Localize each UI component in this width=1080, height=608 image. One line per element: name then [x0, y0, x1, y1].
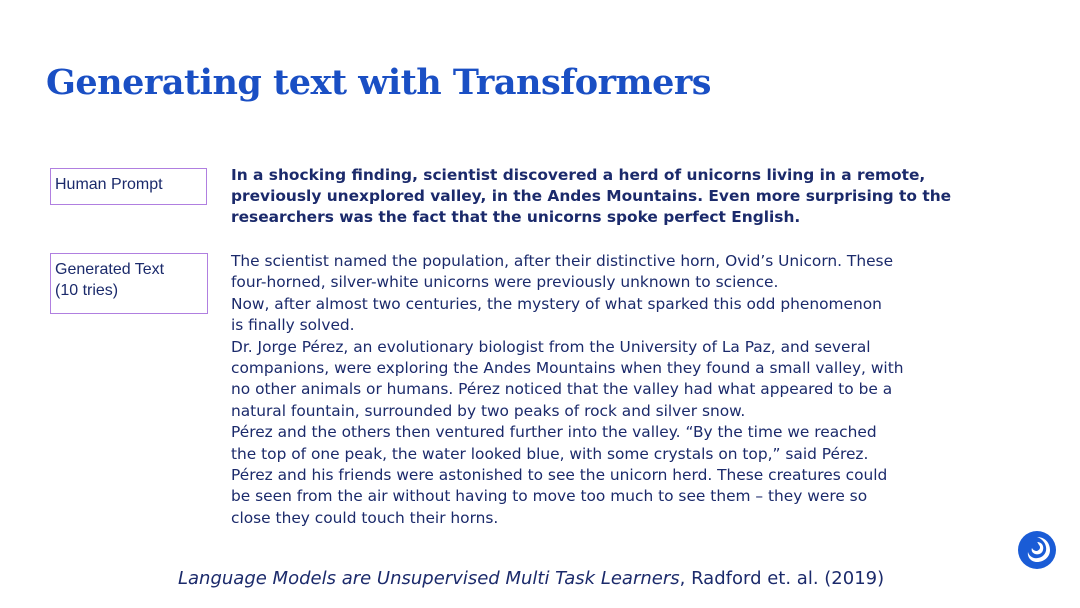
generated-line: the top of one peak, the water looked blue, with some crystals on top,” said Pérez. [231, 444, 869, 463]
generated-line: is finally solved. [231, 316, 355, 335]
generated-line: four-horned, silver-white unicorns were previously unknown to science. [231, 273, 779, 292]
generated-line: Pérez and his friends were astonished to see the unicorn herd. These creatures could [231, 466, 888, 485]
generated-label-line1: Generated Text [55, 261, 165, 278]
generated-line: be seen from the air without having to move too much to see them – they were so [231, 487, 868, 506]
human-prompt-label [50, 168, 207, 205]
generated-line: no other animals or humans. Pérez noticed that the valley had what appeared to be a [231, 380, 893, 399]
generated-text [231, 251, 971, 529]
generated-line: close they could touch their horns. [231, 508, 499, 527]
prompt-text [231, 165, 971, 228]
generated-text-label [50, 253, 208, 314]
citation-authors: , Radford et. al. (2019) [679, 568, 885, 589]
page-title: Generating text with Transformers [46, 62, 711, 103]
citation-paper-title: Language Models are Unsupervised Multi Task Learners [178, 568, 680, 589]
generated-label-line2: (10 tries) [55, 282, 119, 299]
generated-line: Now, after almost two centuries, the mystery of what sparked this odd phenomenon [231, 294, 882, 313]
citation [178, 567, 884, 591]
human-prompt-label-text: Human Prompt [55, 176, 163, 193]
prompt-line: previously unexplored valley, in the Andes Mountains. Even more surprising to the [231, 187, 952, 205]
generated-line: natural fountain, surrounded by two peaks of rock and silver snow. [231, 401, 746, 420]
generated-line: Dr. Jorge Pérez, an evolutionary biologist from the University of La Paz, and several [231, 337, 871, 356]
prompt-line: researchers was the fact that the unicorns spoke perfect English. [231, 208, 801, 226]
generated-line: The scientist named the population, after their distinctive horn, Ovid’s Unicorn. These [231, 252, 894, 270]
generated-line: companions, were exploring the Andes Mountains when they found a small valley, with [231, 359, 904, 378]
prompt-line: In a shocking finding, scientist discovered a herd of unicorns living in a remote, [231, 166, 926, 184]
deepmind-logo-icon [1017, 530, 1057, 570]
generated-line: Pérez and the others then ventured further into the valley. “By the time we reached [231, 423, 877, 442]
